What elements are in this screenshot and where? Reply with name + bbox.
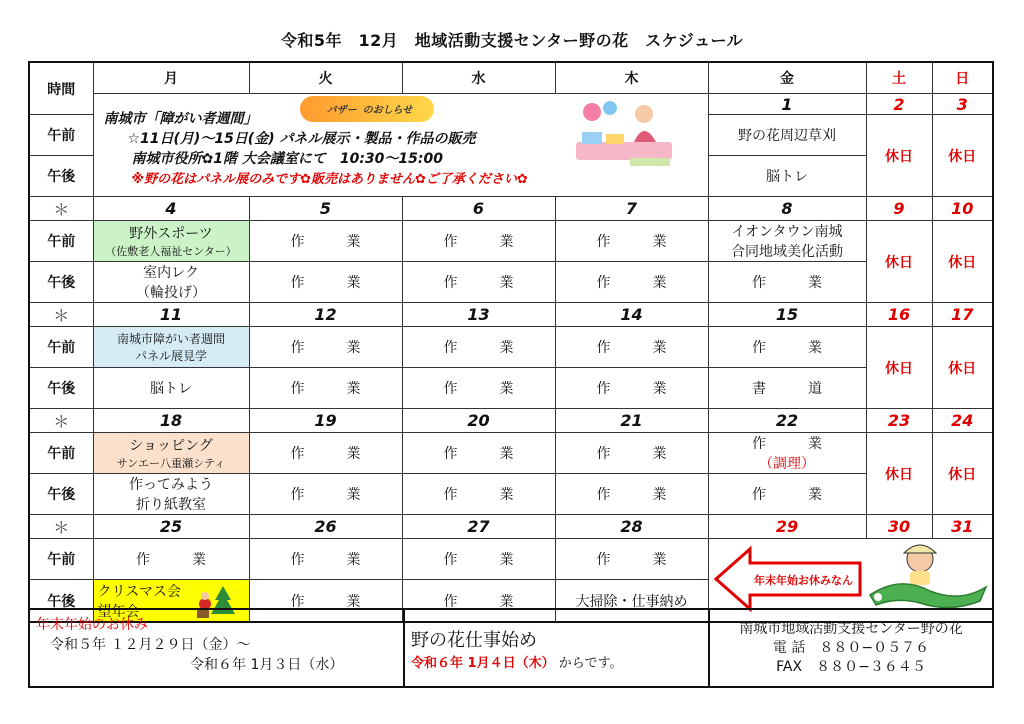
- contact-box: [710, 610, 992, 686]
- day-header-sun: 日: [932, 62, 993, 94]
- week5-am-row: [29, 539, 993, 580]
- sat-holiday: 休日: [866, 115, 932, 197]
- notice-line3: 南城市役所✿1階 大会議室にて 10:30～15:00: [131, 151, 443, 167]
- day-header-wed: 水: [402, 62, 555, 94]
- date-fri: 29: [708, 515, 866, 539]
- week3-am-row: [29, 327, 993, 368]
- date-wed: 13: [402, 303, 555, 327]
- week3-date-row: [29, 303, 993, 327]
- header-row: [29, 62, 993, 94]
- date-tue: 5: [249, 197, 402, 221]
- tue-am-activity: 作 業: [249, 327, 402, 368]
- sun-holiday: 休日: [932, 221, 993, 303]
- tue-am-activity: 作 業: [249, 221, 402, 262]
- day-header-sat: 土: [866, 62, 932, 94]
- work-start-title: 野の花仕事始め: [411, 630, 537, 651]
- tue-pm-activity: 作 業: [249, 262, 402, 303]
- mon-pm-activity: 脳トレ: [93, 368, 249, 409]
- date-thu: 21: [555, 409, 708, 433]
- org-name: 南城市地域活動支援センター野の花: [739, 621, 963, 637]
- activity-note: （輪投げ）: [136, 285, 206, 301]
- date-thu: 7: [555, 197, 708, 221]
- date-fri: 1: [708, 94, 866, 115]
- date-fri: 22: [708, 409, 866, 433]
- mon-pm-activity: [93, 474, 249, 515]
- week-separator: ＊: [29, 409, 93, 433]
- activity-title: 作 業: [752, 436, 836, 452]
- year-end-holiday-box: [30, 610, 405, 686]
- thu-am-activity: 作 業: [555, 221, 708, 262]
- mon-pm-activity: [93, 262, 249, 303]
- tue-pm-activity: 作 業: [249, 474, 402, 515]
- fri-pm-activity: 書 道: [708, 368, 866, 409]
- week1-date-row: [29, 94, 993, 115]
- mon-am-activity: [93, 327, 249, 368]
- bazaar-banner: [300, 96, 434, 122]
- sun-holiday: 休日: [932, 115, 993, 197]
- week4-pm-row: [29, 474, 993, 515]
- page-title: 令和5年 12月 地域活動支援センター野の花 スケジュール: [280, 31, 744, 50]
- sat-holiday: 休日: [866, 221, 932, 303]
- activity-title: イオンタウン南城: [731, 224, 843, 240]
- notice-line1: 南城市「障がい者週間」: [103, 111, 258, 127]
- wed-am-activity: 作 業: [402, 221, 555, 262]
- pm-label: 午後: [29, 368, 93, 409]
- mon-am-activity: [93, 433, 249, 474]
- holiday-to: 令和６年 1月３日（水）: [190, 657, 344, 673]
- fri-pm-activity: 脳トレ: [708, 156, 866, 197]
- year-end-arrow-illustration: [710, 539, 990, 617]
- activity-note: 折り紙教室: [136, 497, 206, 513]
- holiday-title: 年末年始のお休み: [36, 617, 148, 633]
- mon-am-activity: 作 業: [93, 539, 249, 580]
- date-sun: 24: [932, 409, 993, 433]
- activity-title: ショッピング: [129, 438, 213, 454]
- activity-title: クリスマス会: [97, 583, 181, 600]
- am-label: 午前: [29, 433, 93, 474]
- bazaar-notice: [93, 94, 708, 197]
- footer-info: [28, 608, 994, 688]
- date-thu: 14: [555, 303, 708, 327]
- fri-am-activity: [708, 433, 866, 474]
- fax-number: FAX ８８０−３６４５: [776, 659, 926, 675]
- week4-am-row: [29, 433, 993, 474]
- day-header-mon: 月: [93, 62, 249, 94]
- wed-pm-activity: 作 業: [402, 580, 555, 622]
- fri-am-activity: [708, 221, 866, 262]
- work-start-box: [405, 610, 710, 686]
- tue-am-activity: 作 業: [249, 539, 402, 580]
- holiday-from: 令和５年 １２月２９日（金）～: [50, 637, 251, 653]
- week-separator: ＊: [29, 197, 93, 221]
- work-start-suffix: からです。: [558, 656, 623, 671]
- date-mon: 11: [93, 303, 249, 327]
- sun-holiday: 休日: [932, 327, 993, 409]
- thu-am-activity: 作 業: [555, 433, 708, 474]
- date-wed: 27: [402, 515, 555, 539]
- fri-am-activity: 野の花周辺草刈: [708, 115, 866, 156]
- date-fri: 15: [708, 303, 866, 327]
- am-label: 午前: [29, 539, 93, 580]
- activity-title: 室内レク: [143, 265, 199, 281]
- thu-pm-activity: 作 業: [555, 262, 708, 303]
- sat-holiday: 休日: [866, 327, 932, 409]
- wed-pm-activity: 作 業: [402, 474, 555, 515]
- bazaar-subtitle: のおしらせ: [362, 105, 413, 116]
- date-tue: 26: [249, 515, 402, 539]
- week2-am-row: [29, 221, 993, 262]
- sun-holiday: 休日: [932, 433, 993, 515]
- day-header-thu: 木: [555, 62, 708, 94]
- thu-pm-activity: 作 業: [555, 368, 708, 409]
- date-mon: 4: [93, 197, 249, 221]
- date-mon: 25: [93, 515, 249, 539]
- phone-number: 電 話 ８８０−０５７６: [772, 640, 930, 656]
- fri-pm-activity: 作 業: [708, 262, 866, 303]
- notice-line2: ☆11日(月)～15日(金) パネル展示・製品・作品の販売: [127, 131, 476, 147]
- pm-label: 午後: [29, 156, 93, 197]
- date-wed: 6: [402, 197, 555, 221]
- am-label: 午前: [29, 115, 93, 156]
- activity-title: 野外スポーツ: [129, 226, 213, 242]
- week2-pm-row: [29, 262, 993, 303]
- week4-date-row: [29, 409, 993, 433]
- date-sun: 31: [932, 515, 993, 539]
- time-header: 時間: [29, 62, 93, 115]
- shop-illustration: [572, 98, 680, 170]
- date-sat: 16: [866, 303, 932, 327]
- sat-holiday: 休日: [866, 433, 932, 515]
- am-label: 午前: [29, 221, 93, 262]
- activity-note: 望年会: [97, 603, 140, 620]
- fri-am-activity: 作 業: [708, 327, 866, 368]
- pm-label: 午後: [29, 262, 93, 303]
- tue-pm-activity: 作 業: [249, 368, 402, 409]
- notice-line4: ※野の花はパネル展のみです✿販売はありません✿ご了承ください✿: [131, 172, 528, 187]
- work-start-date: 令和６年 1月４日（木）: [411, 656, 555, 671]
- activity-note: （佐敷老人福祉センター）: [105, 245, 237, 258]
- fri-pm-activity: 作 業: [708, 474, 866, 515]
- activity-note: （調理）: [759, 456, 815, 472]
- date-sat: 23: [866, 409, 932, 433]
- date-tue: 12: [249, 303, 402, 327]
- activity-title: 南城市障がい者週間: [116, 332, 225, 346]
- week-separator: ＊: [29, 515, 93, 539]
- date-sat: 30: [866, 515, 932, 539]
- week3-pm-row: [29, 368, 993, 409]
- bazaar-title: バザー: [326, 105, 357, 116]
- wed-pm-activity: 作 業: [402, 368, 555, 409]
- date-wed: 20: [402, 409, 555, 433]
- date-thu: 28: [555, 515, 708, 539]
- thu-pm-activity: 大掃除・仕事納め: [555, 580, 708, 622]
- activity-note: パネル展見学: [134, 349, 207, 363]
- date-sun: 10: [932, 197, 993, 221]
- mon-am-activity: [93, 221, 249, 262]
- schedule-table: [28, 61, 994, 623]
- thu-am-activity: 作 業: [555, 327, 708, 368]
- thu-pm-activity: 作 業: [555, 474, 708, 515]
- wed-am-activity: 作 業: [402, 539, 555, 580]
- week-separator: ＊: [29, 303, 93, 327]
- tue-am-activity: 作 業: [249, 433, 402, 474]
- date-tue: 19: [249, 409, 402, 433]
- wed-am-activity: 作 業: [402, 433, 555, 474]
- date-sun: 3: [932, 94, 993, 115]
- date-sat: 2: [866, 94, 932, 115]
- wed-am-activity: 作 業: [402, 327, 555, 368]
- tue-pm-activity: 作 業: [249, 580, 402, 622]
- day-header-tue: 火: [249, 62, 402, 94]
- week2-date-row: [29, 197, 993, 221]
- pm-label: 午後: [29, 474, 93, 515]
- date-sun: 17: [932, 303, 993, 327]
- date-mon: 18: [93, 409, 249, 433]
- date-sat: 9: [866, 197, 932, 221]
- date-fri: 8: [708, 197, 866, 221]
- pm-label: 午後: [29, 580, 93, 622]
- arrow-text: 年末年始お休みなん: [754, 574, 854, 587]
- activity-note: サンエー八重瀬シティ: [116, 457, 226, 470]
- thu-am-activity: 作 業: [555, 539, 708, 580]
- activity-note: 合同地域美化活動: [731, 244, 843, 260]
- am-label: 午前: [29, 327, 93, 368]
- day-header-fri: 金: [708, 62, 866, 94]
- activity-title: 作ってみよう: [129, 477, 213, 493]
- week5-date-row: [29, 515, 993, 539]
- wed-pm-activity: 作 業: [402, 262, 555, 303]
